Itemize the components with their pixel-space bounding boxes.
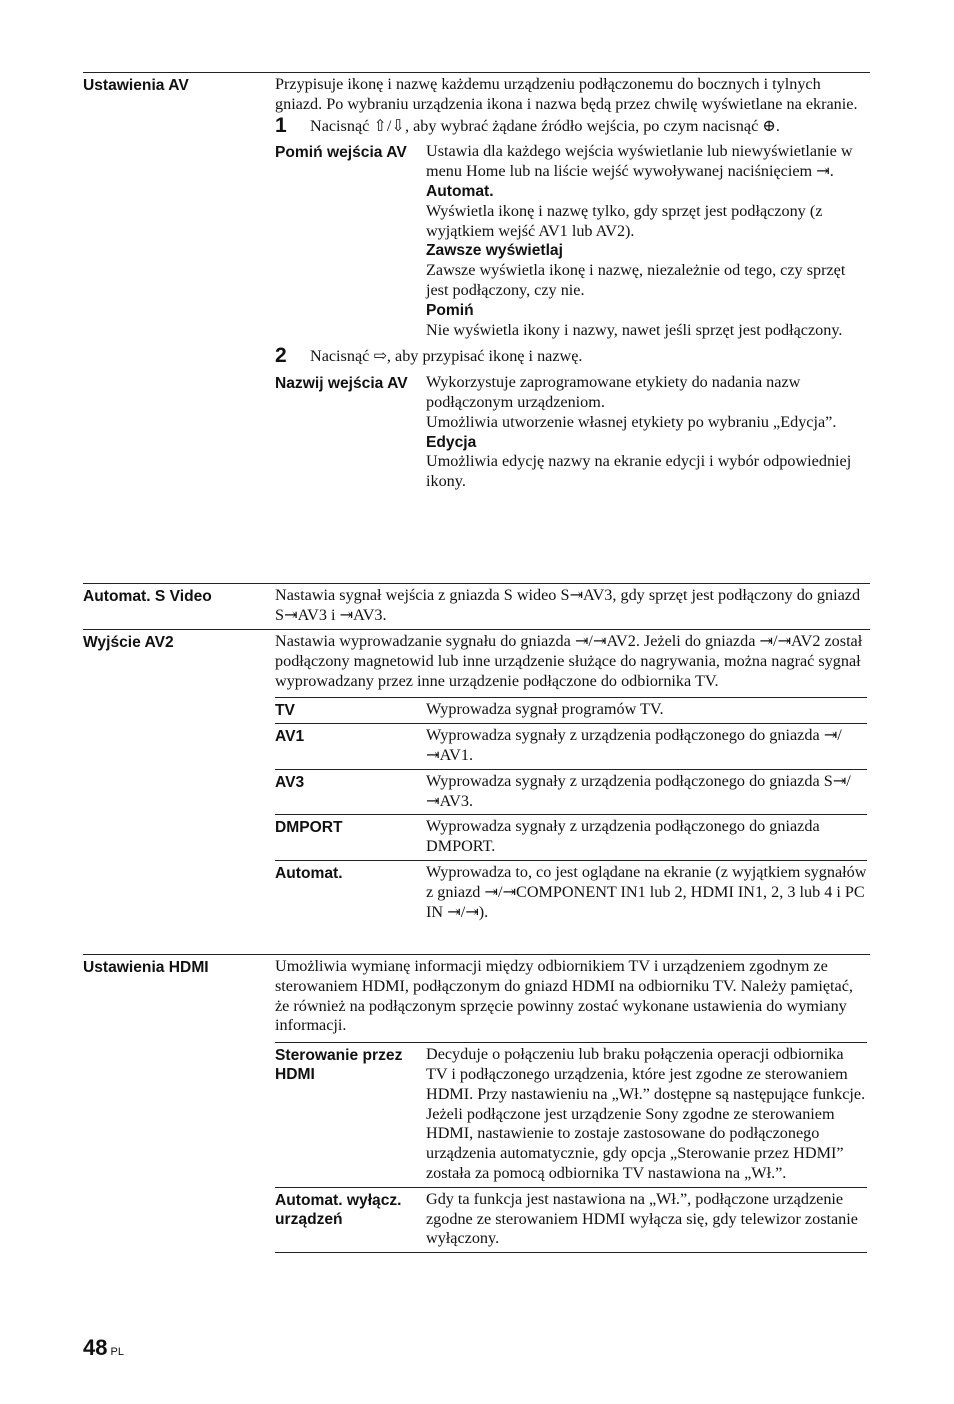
- option-text: Zawsze wyświetla ikonę i nazwę, niezależnie od tego, czy sprzęt jest podłączony, czy nie.: [426, 261, 846, 299]
- option-text: Wyprowadza sygnały z urządzenia podłączonego do gniazda ⇥/⇥AV1.: [426, 726, 842, 764]
- section-body: [275, 75, 867, 495]
- option-row-av3: [275, 769, 867, 815]
- section-label: Automat. S Video: [83, 588, 212, 605]
- option-text: Wyprowadza to, co jest oglądane na ekranie (z wyjątkiem sygnałów z gniazd ⇥/⇥COMPONENT IN1 lub 2, HDMI IN1, 2, 3 lub 4 i PC IN ⇥/⇥).: [426, 862, 867, 921]
- section-body: [275, 632, 867, 925]
- option-label: Automat.: [275, 864, 343, 882]
- section-label: Ustawienia AV: [83, 77, 189, 94]
- step-number: 2: [275, 344, 287, 368]
- section-body: [275, 957, 867, 1253]
- option-name: Pomiń: [426, 301, 474, 319]
- option-text: Wyświetla ikonę i nazwę tylko, gdy sprzęt jest podłączony (z wyjątkiem wejść AV1 lub AV2).: [426, 201, 823, 240]
- option-row-av1: [275, 723, 867, 769]
- option-row-automat-wylacz: [275, 1187, 867, 1253]
- option-label: Sterowanie przez HDMI: [275, 1047, 403, 1084]
- option-label: DMPORT: [275, 819, 343, 837]
- option-row-sterowanie-hdmi: [275, 1042, 867, 1187]
- option-row-tv: [275, 697, 867, 723]
- section-intro: Nastawia wyprowadzanie sygnału do gniazda ⇥/⇥AV2. Jeżeli do gniazda ⇥/⇥AV2 został podłączony magnetowid lub inne urządzenie służące do nagrywania, można nagrać sygnał wyprowadzany przez inne urządzenie podłączone do odbiornika TV.: [275, 632, 863, 690]
- option-row-dmport: [275, 814, 867, 860]
- option-label: AV1: [275, 728, 305, 746]
- option-text: Umożliwia edycję nazwy na ekranie edycji i wybór odpowiedniej ikony.: [426, 452, 852, 491]
- page-lang: PL: [110, 1346, 124, 1358]
- option-text: Decyduje o połączeniu lub braku połączenia operacji odbiornika TV i podłączonego urządzenia, które jest zgodne ze sterowaniem HDMI. Przy nastawieniu na „Wł.” dostępne są następujące funkcje.: [426, 1045, 866, 1103]
- sub-label: Nazwij wejścia AV: [275, 375, 408, 393]
- section-automat-s-video: [83, 583, 870, 630]
- step-number: 1: [275, 113, 287, 137]
- section-body: [275, 586, 867, 626]
- option-name: Edycja: [426, 433, 477, 451]
- section-label: Wyjście AV2: [83, 634, 174, 651]
- step-2: [275, 344, 867, 368]
- section-ustawienia-hdmi: [83, 954, 870, 1297]
- sub-desc: [426, 371, 867, 495]
- option-desc: [426, 1043, 867, 1187]
- section-intro: Przypisuje ikonę i nazwę każdemu urządzeniu podłączonemu do bocznych i tylnych gniazd. Po wybraniu urządzenia ikona i nazwa będą przez chwilę wyświetlane na ekranie.: [275, 75, 858, 113]
- option-text: Jeżeli podłączone jest urządzenie Sony zgodne ze sterowaniem HDMI, nastawienie to zostaje zastosowane do podłączonego urządzenia automatycznie, gdy opcja „Sterowanie przez HDMI” została za pomocą odbiornika TV nastawiona na „Wł.”.: [426, 1104, 844, 1182]
- page-number-value: 48: [83, 1335, 108, 1360]
- step-1: [275, 113, 867, 137]
- step-text: Nacisnąć ⇧/⇩, aby wybrać żądane źródło wejścia, po czym nacisnąć ⊕.: [310, 116, 780, 135]
- option-text: Nie wyświetla ikony i nazwy, nawet jeśli sprzęt jest podłączony.: [426, 320, 843, 339]
- option-row-automat: [275, 860, 867, 925]
- section-ustawienia-av: [83, 72, 870, 584]
- step-text: Nacisnąć ⇨, aby przypisać ikonę i nazwę.: [310, 347, 583, 366]
- sub-desc-text: Wykorzystuje zaprogramowane etykiety do nadania nazw podłączonym urządzeniom.: [426, 373, 801, 411]
- option-text: Gdy ta funkcja jest nastawiona na „Wł.”, podłączone urządzenie zgodne ze sterowaniem HDMI wyłącza się, gdy telewizor zostanie wyłączony.: [426, 1189, 858, 1248]
- option-text: Wyprowadza sygnał programów TV.: [426, 700, 664, 719]
- sub-desc-text: Ustawia dla każdego wejścia wyświetlanie lub niewyświetlanie w menu Home lub na liście wejść wywoływanej naciśnięciem ⇥.: [426, 142, 853, 181]
- sub-desc-text: Umożliwia utworzenie własnej etykiety po wybraniu „Edycja”.: [426, 412, 837, 431]
- option-label: AV3: [275, 773, 305, 791]
- option-label: Automat. wyłącz. urządzeń: [275, 1191, 402, 1228]
- sub-label: Pomiń wejścia AV: [275, 144, 407, 162]
- section-intro: Umożliwia wymianę informacji między odbiornikiem TV i urządzeniem zgodnym ze sterowaniem HDMI, podłączonym do gniazd HDMI na odbiorniku TV. Należy pamiętać, że również na podłączonym sprzęcie powinny zostać wykonane ustawienia do wymiany informacji.: [275, 957, 853, 1035]
- sub-pomin-wejscia-av: [275, 140, 867, 343]
- section-label: Ustawienia HDMI: [83, 959, 209, 976]
- section-text: Nastawia sygnał wejścia z gniazda S wideo S⇥AV3, gdy sprzęt jest podłączony do gniazd S⇥AV3 i ⇥AV3.: [275, 586, 861, 624]
- option-text: Wyprowadza sygnały z urządzenia podłączonego do gniazda S⇥/⇥AV3.: [426, 771, 851, 810]
- option-name: Automat.: [426, 182, 494, 200]
- section-wyjscie-av2: [83, 629, 870, 955]
- option-text: Wyprowadza sygnały z urządzenia podłączonego do gniazda DMPORT.: [426, 817, 820, 856]
- sub-nazwij-wejscia-av: [275, 371, 867, 495]
- page-number: [83, 1335, 124, 1363]
- sub-desc: [426, 140, 867, 343]
- option-label: TV: [275, 702, 295, 720]
- option-name: Zawsze wyświetlaj: [426, 242, 563, 260]
